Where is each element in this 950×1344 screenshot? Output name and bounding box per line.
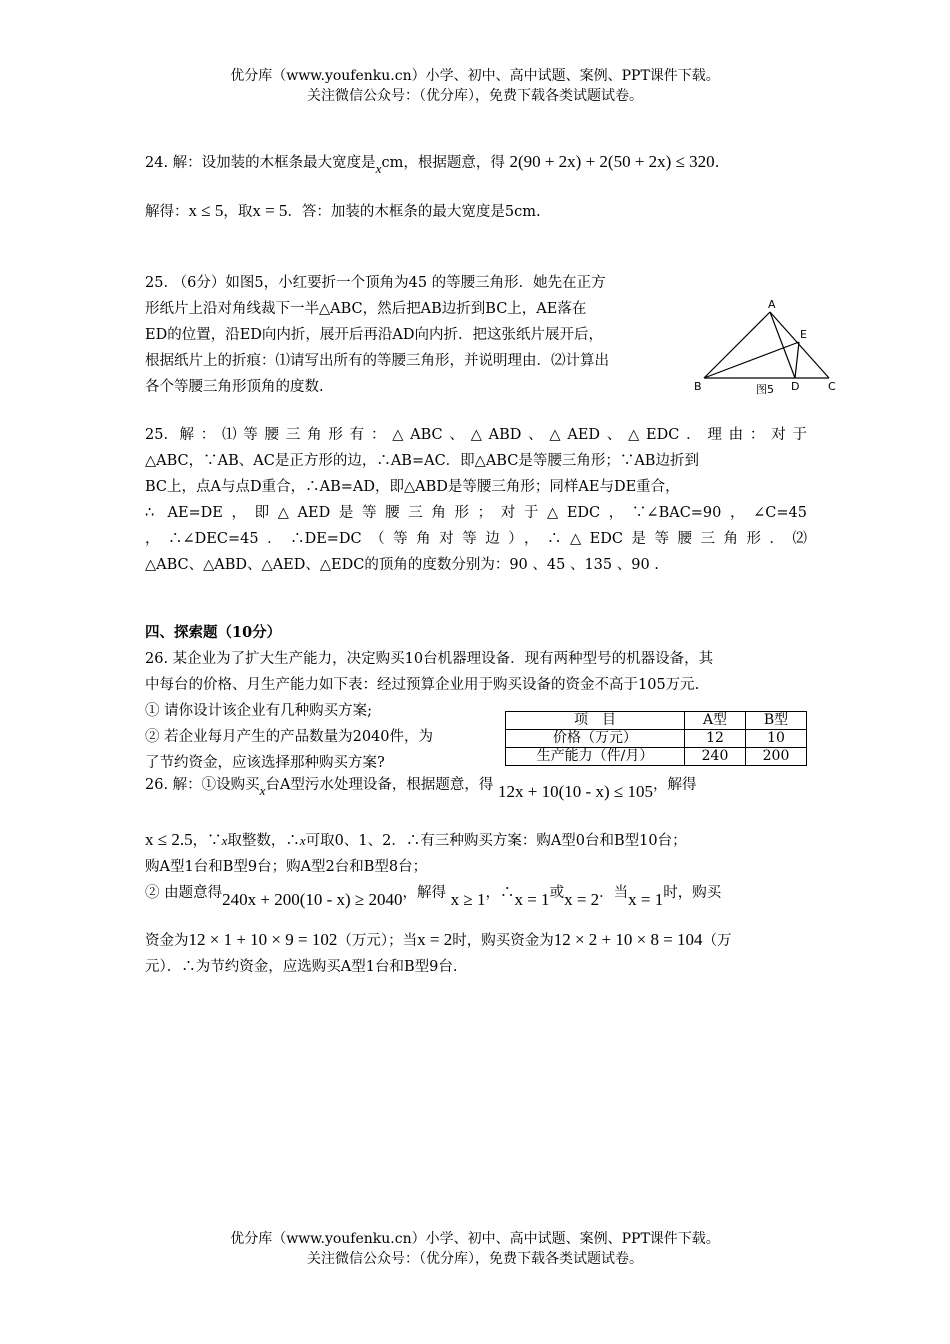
table-cell: 生产能力（件/月）	[506, 748, 685, 766]
a25-line: △ABC、△ABD、△AED、△EDC的顶角的度数分别为：90 、45 、135 、90 .	[145, 557, 659, 573]
table-row	[506, 748, 807, 766]
table-cell: 价格（万元）	[506, 730, 685, 748]
footer-line-2: 关注微信公众号：（优分库），免费下载各类试题试卷。	[307, 1251, 643, 1267]
q26-line: 26. 某企业为了扩大生产能力，决定购买10台机器理设备．现有两种型号的机器设备，其	[145, 651, 714, 667]
label-a: A	[768, 298, 776, 311]
a26-line-6: 元）．∴为节约资金，应选购买A型1台和B型9台.	[145, 959, 458, 975]
table-cell: 240	[685, 748, 746, 766]
q25-line: 25. （6分）如图5，小红要折一个顶角为45 的等腰三角形．她先在正方	[145, 275, 606, 291]
q25-answer	[145, 422, 807, 578]
q25-line: 根据纸片上的折痕：⑴请写出所有的等腰三角形，并说明理由．⑵计算出	[145, 353, 609, 369]
q26-answer	[145, 772, 807, 980]
header-line-1: 优分库（www.youfenku.cn）小学、初中、高中试题、案例、PPT课件下载。	[230, 68, 720, 84]
label-e: E	[800, 328, 807, 341]
edge-ac	[770, 312, 829, 378]
q25-line: 各个等腰三角形顶角的度数.	[145, 379, 324, 395]
table-cell: 12	[685, 730, 746, 748]
a25-line: ∴ AE=DE，即△AED是等腰三角形；对于△EDC，∵∠BAC=90，∠C=45	[145, 505, 807, 521]
fold-be	[704, 342, 799, 378]
a25-line: BC上，点A与点D重合，∴AB=AD，即△ABD是等腰三角形；同样AE与DE重合，	[145, 479, 680, 495]
q24-line-2: 解得：x ≤ 5，取x = 5．答：加装的木框条的最大宽度是5cm.	[145, 201, 541, 220]
label-c: C	[828, 380, 836, 393]
a25-line: ，∴∠DEC=45．∴DE=DC（等角对等边），∴△EDC是等腰三角形．⑵	[145, 531, 807, 547]
figure-5-triangle-diagram	[692, 298, 842, 402]
figure-caption: 图5	[756, 383, 774, 396]
q26-line: 了节约资金，应该选择那种购买方案?	[145, 755, 385, 771]
section-4-title: 四、探索题（10分）	[145, 624, 282, 641]
fold-de	[795, 342, 799, 378]
q24-line-1: 24. 解：设加装的木框条最大宽度是xcm，根据题意，得 2(90 + 2x) + 2(50 + 2x) ≤ 320.	[145, 152, 720, 176]
a26-line-4: ② 由题意得240x + 200(10 - x) ≥ 2040，解得 x ≥ 1，∴x = 1或x = 2．当x = 1时，购买	[145, 885, 722, 909]
a26-line-3: 购A型1台和B型9台；购A型2台和B型8台；	[145, 859, 428, 875]
table-header-row	[506, 712, 807, 730]
edge-ab	[704, 312, 770, 378]
q26-line: ② 若企业每月产生的产品数量为2040件，为	[145, 729, 434, 745]
header-line-2: 关注微信公众号：（优分库），免费下载各类试题试卷。	[307, 88, 643, 104]
a25-line: △ABC，∵AB、AC是正方形的边，∴AB=AC．即△ABC是等腰三角形；∵AB边折到	[145, 453, 699, 469]
a26-line-2: x ≤ 2.5，∵x取整数，∴x可取0、1、2．∴有三种购买方案：购A型0台和B型10台；	[145, 830, 687, 849]
label-b: B	[694, 380, 702, 393]
table-cell: 200	[746, 748, 807, 766]
footer-line-1: 优分库（www.youfenku.cn）小学、初中、高中试题、案例、PPT课件下载。	[230, 1231, 720, 1247]
page-header	[0, 66, 950, 106]
q24-inequality: 2(90 + 2x) + 2(50 + 2x) ≤ 320	[509, 152, 715, 171]
page-footer	[0, 1229, 950, 1269]
q26-line: 中每台的价格、月生产能力如下表：经过预算企业用于购买设备的资金不高于105万元.	[145, 677, 700, 693]
table-cell: 10	[746, 730, 807, 748]
q25-line: 形纸片上沿对角线裁下一半△ABC，然后把AB边折到BC上，AE落在	[145, 301, 587, 317]
table-header-cell: A型	[685, 712, 746, 730]
table-row	[506, 730, 807, 748]
table-header-cell: 项 目	[506, 712, 685, 730]
a25-line: 25. 解：⑴等腰三角形有：△ABC、△ABD、△AED、△EDC．理由：对于	[145, 427, 807, 443]
a26-line-5: 资金为12 × 1 + 10 × 9 = 102（万元）；当x = 2时，购买资金为12 × 2 + 10 × 8 = 104（万	[145, 930, 732, 949]
q24-solution	[145, 149, 807, 225]
q25-question	[145, 270, 690, 400]
q25-line: ED的位置，沿ED向内折，展开后再沿AD向内折．把这张纸片展开后，	[145, 327, 604, 343]
label-d: D	[791, 380, 800, 393]
a26-line-1: 26. 解：①设购买x台A型污水处理设备，根据题意，得 12x + 10(10 - x) ≤ 105，解得	[145, 777, 697, 801]
equipment-table	[505, 711, 807, 766]
table-header-cell: B型	[746, 712, 807, 730]
q26-line: ① 请你设计该企业有几种购买方案;	[145, 703, 372, 719]
